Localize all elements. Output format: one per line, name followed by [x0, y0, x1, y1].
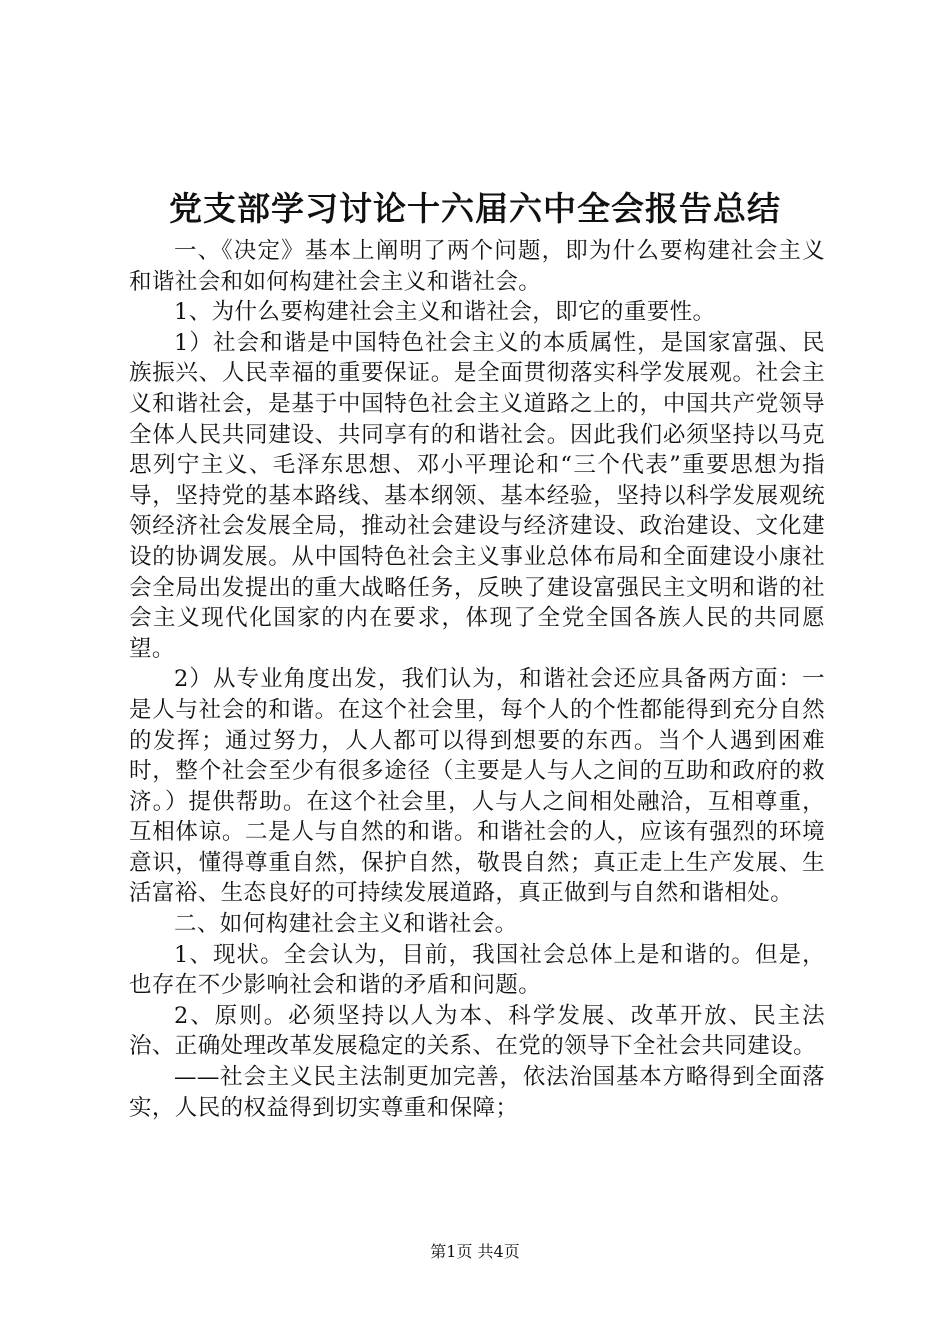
paragraph: 二、如何构建社会主义和谐社会。: [174, 911, 518, 938]
page-number-footer: 第1页 共4页: [430, 1242, 520, 1261]
paragraph: 1）社会和谐是中国特色社会主义的本质属性，是国家富强、民族振兴、人民幸福的重要保证。是全面贯彻落实科学发展观。社会主义和谐社会，是基于中国特色社会主义道路之上的，中国共产党领导全体人民共同建设、共同享有的和谐社会。因此我们必须坚持以马克思列宁主义、毛泽东思想、邓小平理论和“三个代表”重要思想为指导，坚持党的基本路线、基本纲领、基本经验，坚持以科学发展观统领经济社会发展全局，推动社会建设与经济建设、政治建设、文化建设的协调发展。从中国特色社会主义事业总体布局和全面建设小康社会全局出发提出的重大战略任务，反映了建设富强民主文明和谐的社会主义现代化国家的内在要求，体现了全党全国各族人民的共同愿望。: [129, 329, 825, 662]
paragraph: 一、《决定》基本上阐明了两个问题，即为什么要构建社会主义和谐社会和如何构建社会主义和谐社会。: [129, 238, 825, 295]
paragraph: 1、现状。全会认为，目前，我国社会总体上是和谐的。但是，也存在不少影响社会和谐的矛盾和问题。: [129, 941, 825, 999]
paragraph: 2、原则。必须坚持以人为本、科学发展、改革开放、民主法治、正确处理改革发展稳定的关系、在党的领导下全社会共同建设。: [129, 1002, 825, 1060]
paragraph: 2）从专业角度出发，我们认为，和谐社会还应具备两方面：一是人与社会的和谐。在这个社会里，每个人的个性都能得到充分自然的发挥；通过努力，人人都可以得到想要的东西。当个人遇到困难时，整个社会至少有很多途径（主要是人与人之间的互助和政府的救济。）提供帮助。在这个社会里，人与人之间相处融洽，互相尊重，互相体谅。二是人与自然的和谐。和谐社会的人，应该有强烈的环境意识，懂得尊重自然，保护自然，敬畏自然；真正走上生产发展、生活富裕、生态良好的可持续发展道路，真正做到与自然和谐相处。: [129, 666, 825, 907]
document-body: [129, 236, 825, 1123]
paragraph: ——社会主义民主法制更加完善，依法治国基本方略得到全面落实，人民的权益得到切实尊重和保障；: [129, 1064, 825, 1121]
document-title: 党支部学习讨论十六届六中全会报告总结: [169, 189, 781, 228]
paragraph: 1、为什么要构建社会主义和谐社会，即它的重要性。: [174, 299, 716, 326]
